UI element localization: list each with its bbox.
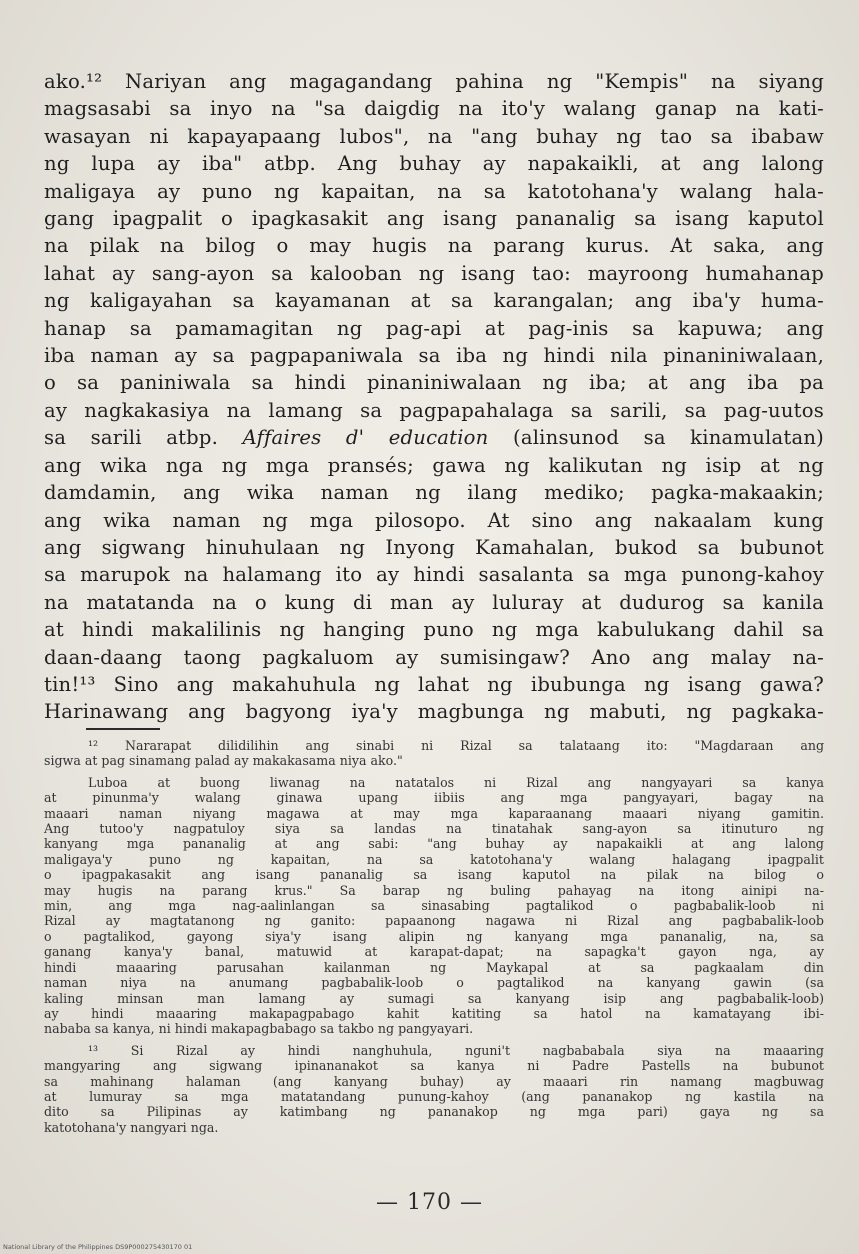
footnote-line: hindi maaaring parusahan kailanman ng Maykapal at sa pagkaalam din (44, 959, 824, 975)
body-line: magsasabi sa inyo na "sa daigdig na ito'y walang ganap na kati- (44, 97, 824, 121)
body-line: damdamin, ang wika naman ng ilang mediko; pagka-makaakin; (44, 481, 824, 505)
footnote-line: at pinunma'y walang ginawa upang iibiis ang mga pangyayari, bagay na (44, 790, 824, 806)
footnotes (44, 738, 824, 1135)
body-line: maligaya ay puno ng kapaitan, na sa katotohana'y walang hala- (44, 179, 824, 203)
footnote-line: Rizal ay magtatanong ng ganito: papaanong nagawa ni Rizal ang pagbabalik-loob (44, 913, 824, 929)
footnote-line: maligaya'y puno ng kapaitan, na sa katotohana'y walang halagang ipagpalit (44, 851, 824, 867)
footnote-line: nababa sa kanya, ni hindi makapagbabago sa takbo ng pangyayari. (44, 1021, 474, 1037)
body-line: sa marupok na halamang ito ay hindi sasalanta sa mga punong-kahoy (44, 563, 824, 587)
footnote-line: kaling minsan man lamang ay sumagi sa kanyang isip ang pagbabalik-loob) (44, 990, 824, 1006)
library-footer: National Library of the Philippines DS9P000275430170 01 (3, 1243, 193, 1251)
footnote-line: ay hindi maaaring makapagpabago kahit katiting sa hatol na kamatayang ibi- (44, 1005, 824, 1021)
body-line: ng kaligayahan sa kayamanan at sa karangalan; ang iba'y huma- (44, 289, 824, 313)
footnote-line: dito sa Pilipinas ay katimbang ng pananakop ng mga pari) gaya ng sa (44, 1104, 824, 1120)
body-line: hanap sa pamamagitan ng pag-api at pag-inis sa kapuwa; ang (44, 316, 824, 340)
body-line: gang ipagpalit o ipagkasakit ang isang pananalig sa isang kaputol (44, 207, 824, 231)
footnote-line: min, ang mga nag-aalinlangan sa sinasabing pagtalikod o pagbabalik-loob ni (44, 898, 824, 914)
footnote-line: sigwa at pag sinamang palad ay makakasama niya ako." (44, 753, 403, 769)
body-line: ang sigwang hinuhulaan ng Inyong Kamahalan, bukod sa bubunot (44, 535, 824, 559)
body-line: daan-daang taong pagkaluom ay sumisingaw? Ano ang malay na- (44, 645, 824, 669)
italic-title: Affaires d' education (242, 426, 489, 450)
footnote-line: naman niya na anumang pagbabalik-loob o pagtalikod na kanyang gawin (sa (44, 975, 824, 991)
body-line: ng lupa ay iba" atbp. Ang buhay ay napakaikli, at ang lalong (44, 152, 824, 176)
body-text: (alinsunod sa kinamulatan) (488, 426, 824, 450)
body-line: iba naman ay sa pagpapaniwala sa iba ng hindi nila pinaniniwalaan, (44, 344, 824, 368)
body-line: at hindi makalilinis ng hanging puno ng mga kabulukang dahil sa (44, 618, 824, 642)
main-text (44, 68, 824, 726)
footnote-line: ganang kanya'y banal, matuwid at karapat-dapat; na sapagka't gayon nga, ay (44, 944, 824, 960)
footnote-line: ¹³ Si Rizal ay hindi nanghuhula, nguni't nagbababala siya na maaaring (88, 1042, 824, 1058)
body-line: ang wika naman ng mga pilosopo. At sino ang nakaalam kung (44, 508, 824, 532)
footnote-line: at lumuray sa mga matatandang punung-kahoy (ang pananakop ng kastila na (44, 1088, 824, 1104)
body-line: na matatanda na o kung di man ay luluray at dudurog sa kanila (44, 590, 824, 614)
body-line: wasayan ni kapayapaang lubos", na "ang buhay ng tao sa ibabaw (44, 124, 824, 148)
footnote-line: katotohana'y nangyari nga. (44, 1119, 219, 1135)
footnote-line: kanyang mga pananalig at ang sabi: "ang buhay ay napakaikli at ang lalong (44, 836, 824, 852)
body-line: na pilak na bilog o may hugis na parang kurus. At saka, ang (44, 234, 824, 258)
footnote-line: ¹² Nararapat dilidilihin ang sinabi ni Rizal sa talataang ito: "Magdaraan ang (88, 738, 824, 753)
body-line: Harinawang ang bagyong iya'y magbunga ng mabuti, ng pagkaka- (44, 700, 824, 724)
body-line: ang wika nga ng mga pransés; gawa ng kalikutan ng isip at ng (44, 453, 824, 477)
body-line: tin!¹³ Sino ang makahuhula ng lahat ng ibubunga ng isang gawa? (44, 672, 824, 696)
body-line: ako.¹² Nariyan ang magagandang pahina ng "Kempis" na siyang (44, 70, 824, 93)
page-number: — 170 — (376, 1190, 483, 1215)
footnote-line: sa mahinang halaman (ang kanyang buhay) ay maaari rin namang magbuwag (44, 1073, 824, 1089)
footnote-line: Luboa at buong liwanag na natatalos ni Rizal ang nangyayari sa kanya (88, 774, 824, 790)
footnote-line: o ipagpakasakit ang isang pananalig sa isang kaputol na pilak na bilog o (44, 867, 824, 883)
body-line: ay nagkakasiya na lamang sa pagpapahalaga sa sarili, sa pag-uutos (44, 398, 824, 422)
footnote-line: mangyaring ang sigwang ipinananakot sa kanya ni Padre Pastells na bubunot (44, 1058, 824, 1074)
body-line: o sa paniniwala sa hindi pinaniniwalaan ng iba; at ang iba pa (44, 371, 824, 395)
body-text: sa sarili atbp. (44, 426, 219, 450)
footnote-rule (86, 728, 160, 730)
body-line (44, 424, 824, 451)
footnote-line: maaari naman niyang magawa at may mga kaparaanang maaari niyang gamitin. (44, 805, 824, 821)
footnote-line: o pagtalikod, gayong siya'y isang alipin ng kanyang mga pananalig, na, sa (44, 928, 824, 944)
footnote-line: Ang tutoo'y nagpatuloy siya sa landas na tinatahak sang-ayon sa itinuturo ng (44, 821, 824, 837)
footnote-line: may hugis na parang krus." Sa barap ng buling pahayag na itong ainipi na- (44, 882, 824, 898)
body-line: lahat ay sang-ayon sa kalooban ng isang tao: mayroong humahanap (44, 261, 824, 285)
